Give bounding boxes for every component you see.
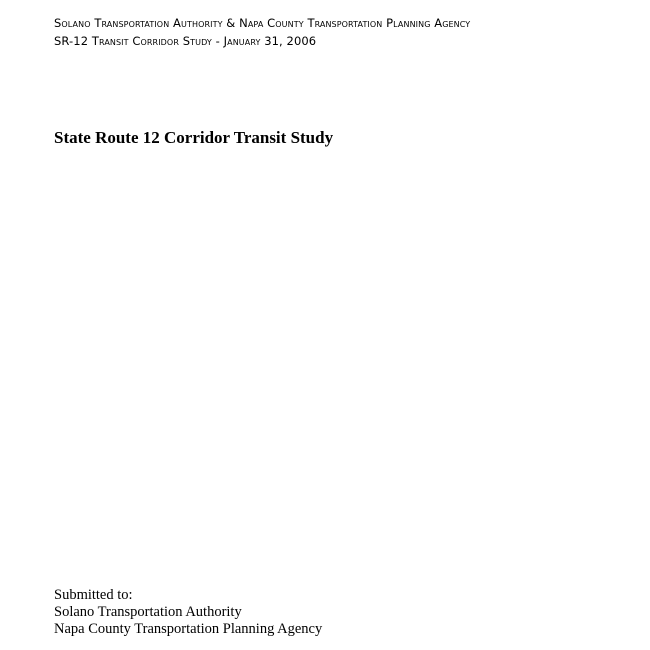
header-study-date: SR-12 Transit Corridor Study - January 31, 2006 <box>54 34 317 48</box>
recipient-solano: Solano Transportation Authority <box>54 604 242 620</box>
submission-block <box>54 587 322 638</box>
header-agencies: Solano Transportation Authority & Napa County Transportation Planning Agency <box>54 16 471 30</box>
submitted-to-label: Submitted to: <box>54 587 133 603</box>
running-header <box>54 14 470 50</box>
document-title: State Route 12 Corridor Transit Study <box>54 128 334 147</box>
recipient-napa: Napa County Transportation Planning Agency <box>54 621 323 637</box>
